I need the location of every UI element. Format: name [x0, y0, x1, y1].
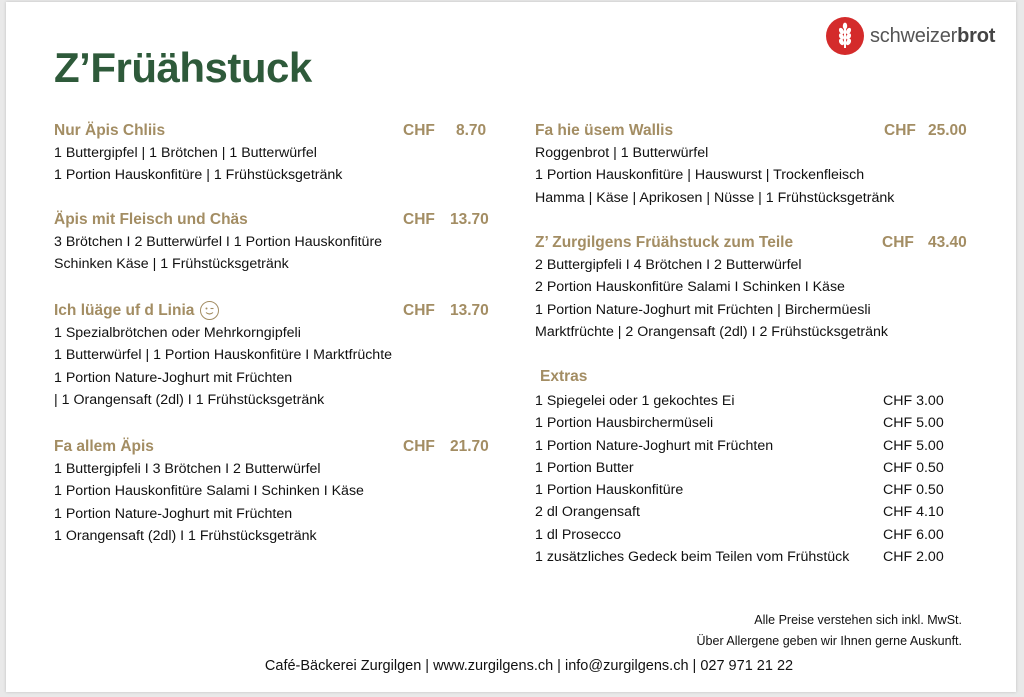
price: 21.70	[450, 438, 489, 455]
menu-item-line: 1 Portion Hauskonfitüre | 1 Frühstücksgetränk	[54, 167, 343, 184]
extras-item-price: CHF 2.00	[883, 549, 944, 566]
menu-item-line: 1 Spezialbrötchen oder Mehrkorngipfeli	[54, 325, 301, 341]
menu-item-title: Z’ Zurgilgens Früähstuck zum Teile	[535, 234, 794, 251]
extras-item-price: CHF 0.50	[883, 459, 944, 476]
brand-suffix: brot	[957, 24, 996, 47]
extras-row	[535, 546, 975, 568]
extras-item-price: CHF 5.00	[883, 415, 944, 432]
menu-item-nur-apis-chliis	[54, 120, 494, 187]
menu-item-title: Fa hie üsem Wallis	[535, 122, 674, 139]
menu-item-line: 1 Buttergipfel | 1 Brötchen | 1 Butterwürfel	[54, 145, 317, 161]
menu-item-apis-mit-fleisch	[54, 209, 494, 276]
menu-item-line: 1 Butterwürfel | 1 Portion Hauskonfitüre I Marktfrüchte	[54, 347, 393, 364]
brand-wordmark	[870, 25, 995, 48]
extras-row	[535, 479, 975, 501]
menu-item-line: Hamma | Käse | Aprikosen | Nüsse | 1 Frühstücksgetränk	[535, 189, 895, 206]
extras-item-name: 1 zusätzliches Gedeck beim Teilen vom Frühstück	[535, 549, 850, 566]
extras-item-price: CHF 5.00	[883, 437, 944, 454]
currency-label: CHF	[403, 122, 435, 139]
extras-row	[535, 524, 975, 546]
extras-item-price: CHF 6.00	[883, 526, 944, 543]
wheat-icon	[826, 17, 864, 55]
menu-item-line: | 1 Orangensaft (2dl) I 1 Frühstücksgetränk	[54, 391, 325, 408]
vat-note: Alle Preise verstehen sich inkl. MwSt.	[754, 613, 962, 627]
menu-item-ich-luage-uf-d-linia	[54, 300, 494, 411]
menu-item-line: 1 Portion Hauskonfitüre Salami I Schinken I Käse	[54, 483, 364, 500]
allergen-note: Über Allergene geben wir Ihnen gerne Auskunft.	[696, 634, 962, 648]
menu-item-line: 2 Portion Hauskonfitüre Salami I Schinken I Käse	[535, 279, 845, 296]
extras-item-name: 1 Portion Hausbirchermüseli	[535, 415, 714, 432]
menu-item-line: Roggenbrot | 1 Butterwürfel	[535, 145, 709, 161]
menu-item-line: 1 Portion Nature-Joghurt mit Früchten	[54, 505, 293, 522]
extras-row	[535, 457, 975, 479]
menu-item-line: 1 Portion Nature-Joghurt mit Früchten	[54, 369, 293, 386]
menu-item-line: 2 Buttergipfeli I 4 Brötchen I 2 Butterwürfel	[535, 257, 802, 273]
extras-item-name: 2 dl Orangensaft	[535, 504, 640, 521]
extras-item-name: 1 dl Prosecco	[535, 526, 621, 543]
extras-row	[535, 412, 975, 434]
extras-item-price: CHF 0.50	[883, 482, 944, 499]
extras-list	[535, 390, 975, 568]
price: 13.70	[450, 302, 489, 319]
currency-label: CHF	[403, 302, 435, 319]
price: 25.00	[928, 122, 967, 139]
menu-item-line: 1 Orangensaft (2dl) I 1 Frühstücksgetränk	[54, 527, 317, 544]
price: 43.40	[928, 234, 967, 251]
extras-item-price: CHF 4.10	[883, 504, 944, 521]
menu-item-title: Ich lüäge uf d Linia	[54, 302, 195, 319]
extras-row	[535, 435, 975, 457]
menu-item-line: Marktfrüchte | 2 Orangensaft (2dl) I 2 Frühstücksgetränk	[535, 323, 889, 340]
footer-contact: Café-Bäckerei Zurgilgen | www.zurgilgens.ch | info@zurgilgens.ch | 027 971 21 22	[264, 658, 794, 674]
currency-label: CHF	[884, 122, 916, 139]
extras-item-name: 1 Portion Hauskonfitüre	[535, 482, 684, 499]
menu-sheet	[6, 2, 1016, 692]
menu-item-line: 1 Portion Nature-Joghurt mit Früchten | Birchermüesli	[535, 301, 871, 318]
currency-label: CHF	[403, 211, 435, 228]
brand-logo	[826, 16, 995, 56]
extras-item-name: 1 Portion Butter	[535, 459, 634, 476]
extras-item-name: 1 Spiegelei oder 1 gekochtes Ei	[535, 393, 735, 409]
page-title: Z’Früähstuck	[54, 44, 312, 91]
menu-item-line: 3 Brötchen I 2 Butterwürfel I 1 Portion Hauskonfitüre	[54, 234, 383, 250]
menu-item-line: 1 Buttergipfeli I 3 Brötchen I 2 Butterwürfel	[54, 461, 321, 477]
brand-prefix: schweizer	[870, 24, 958, 47]
extras-title: Extras	[540, 368, 588, 385]
winking-face-icon	[200, 301, 219, 320]
extras-item-price: CHF 3.00	[883, 393, 944, 409]
currency-label: CHF	[403, 438, 435, 455]
menu-item-title: Äpis mit Fleisch und Chäs	[54, 211, 248, 228]
menu-item-line: Schinken Käse | 1 Frühstücksgetränk	[54, 256, 289, 273]
menu-item-fa-hie-usem-wallis	[535, 120, 975, 209]
menu-item-fa-allem-apis	[54, 436, 494, 547]
extras-section	[535, 368, 975, 568]
extras-item-name: 1 Portion Nature-Joghurt mit Früchten	[535, 437, 774, 454]
menu-item-line: 1 Portion Hauskonfitüre | Hauswurst | Trockenfleisch	[535, 167, 865, 184]
menu-item-title: Nur Äpis Chliis	[54, 122, 166, 139]
menu-item-zurgilgens-fruahstuck	[535, 232, 975, 343]
price: 8.70	[456, 122, 487, 139]
extras-row	[535, 501, 975, 523]
price: 13.70	[450, 211, 489, 228]
menu-item-title: Fa allem Äpis	[54, 438, 154, 455]
currency-label: CHF	[882, 234, 914, 251]
extras-row	[535, 390, 975, 412]
